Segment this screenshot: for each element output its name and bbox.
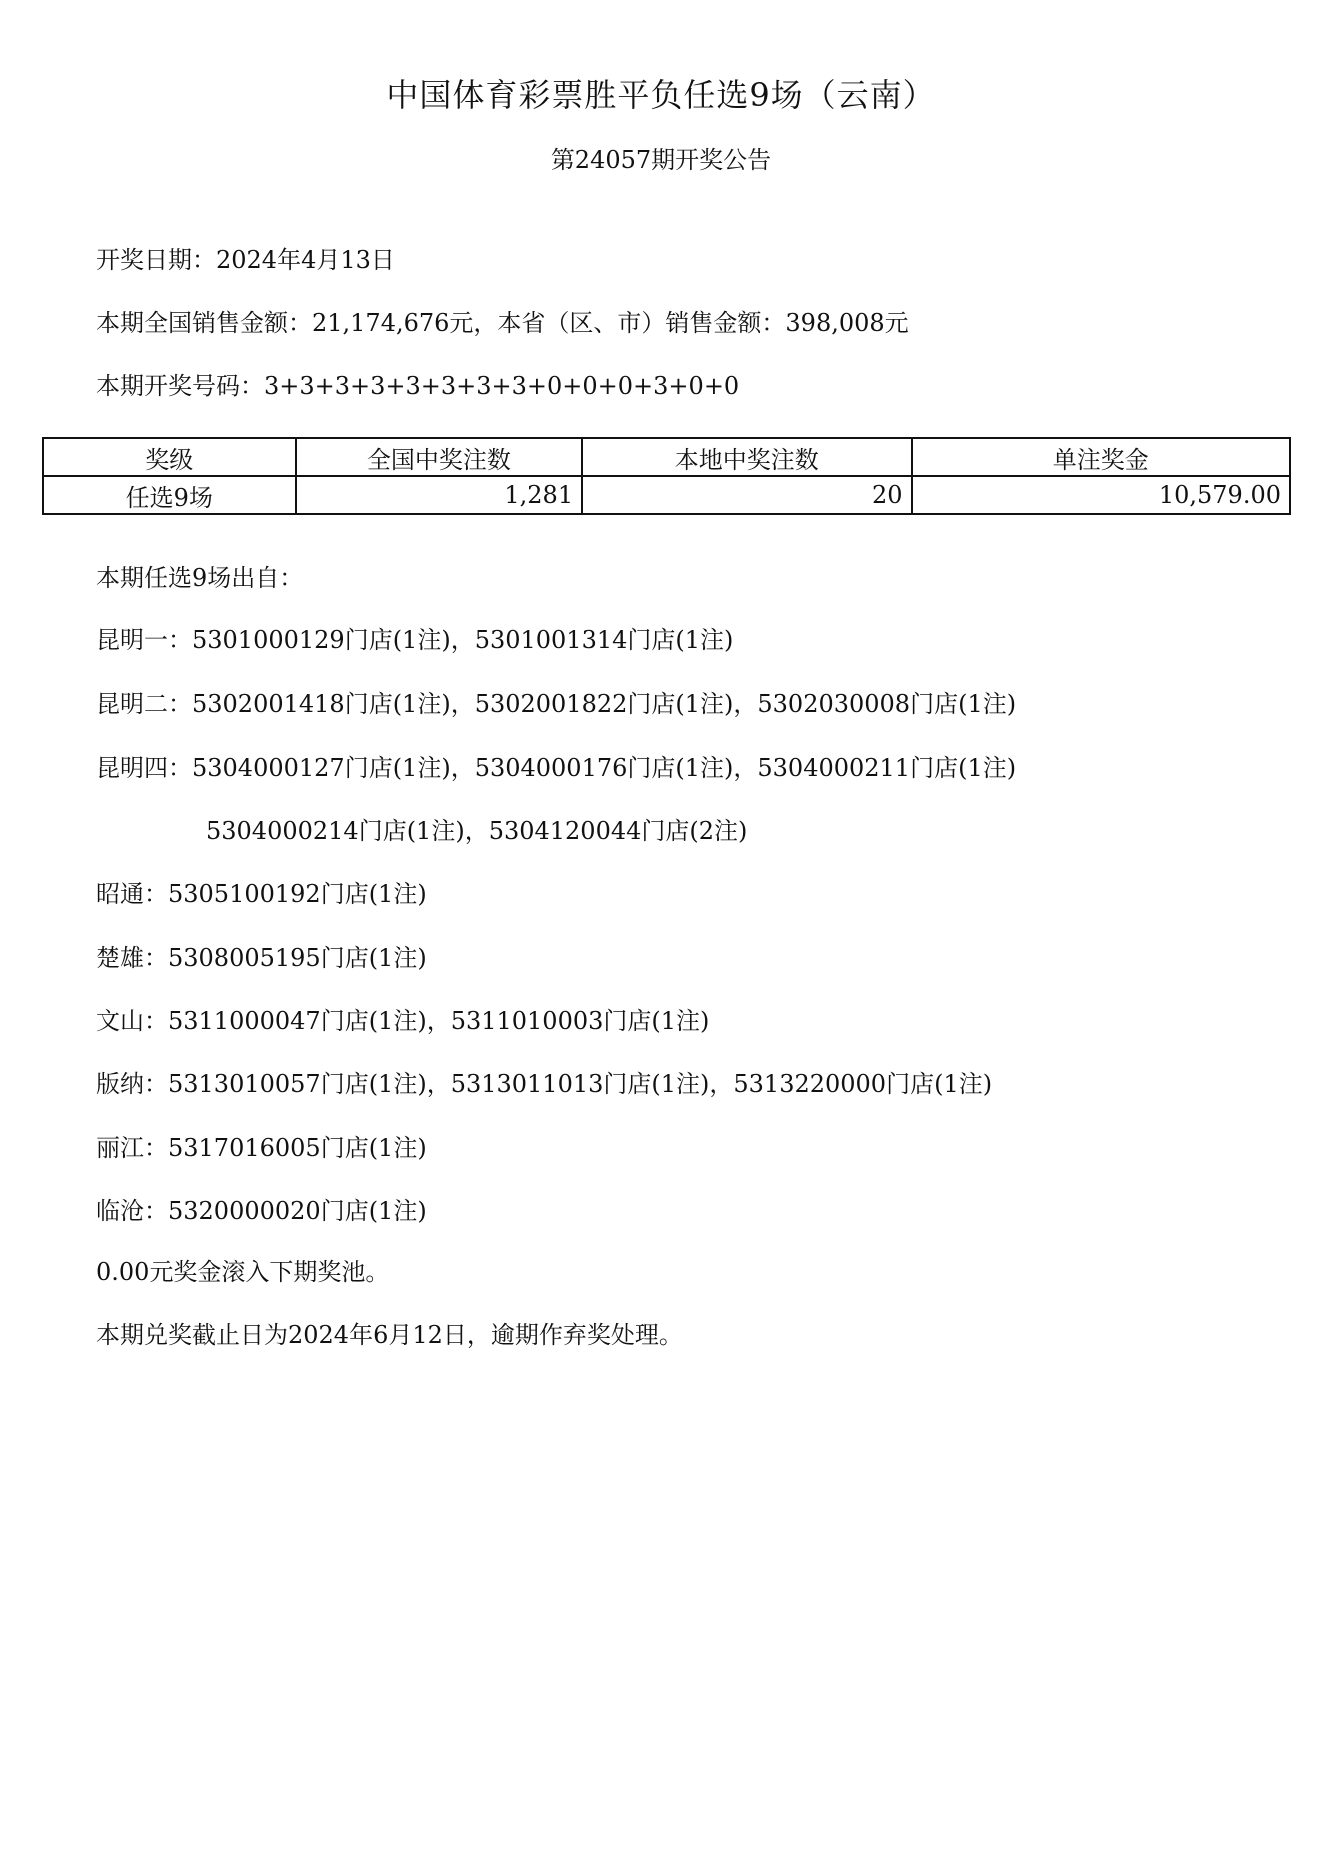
region-label: 文山：	[96, 1007, 168, 1035]
winner-line	[96, 1191, 427, 1226]
draw-date: 开奖日期：2024年4月13日	[96, 246, 395, 274]
region-label: 昆明四：	[96, 754, 192, 782]
prize-table-header-row	[43, 438, 1290, 476]
cell-prize-amount: 10,579.00	[912, 476, 1291, 514]
cell-local-winners: 20	[582, 476, 911, 514]
store-list: 5313010057门店(1注)，5313011013门店(1注)，5313220000门店(1注)	[168, 1070, 993, 1098]
winner-line-continuation	[206, 811, 747, 846]
sales-amount: 本期全国销售金额：21,174,676元，本省（区、市）销售金额：398,008元	[96, 309, 909, 337]
rollover-note: 0.00元奖金滚入下期奖池。	[96, 1258, 390, 1286]
winner-line	[96, 874, 427, 909]
store-list: 5304000214门店(1注)，5304120044门店(2注)	[206, 817, 748, 845]
winners-heading: 本期任选9场出自：	[96, 564, 304, 592]
winner-line	[96, 1001, 709, 1036]
page-title: 中国体育彩票胜平负任选9场（云南）	[386, 76, 936, 114]
winner-line	[96, 748, 1016, 783]
region-label: 临沧：	[96, 1197, 168, 1225]
store-list: 5302001418门店(1注)，5302001822门店(1注)，5302030008门店(1注)	[192, 690, 1017, 718]
region-label: 丽江：	[96, 1134, 168, 1162]
region-label: 昭通：	[96, 880, 168, 908]
header-prize-level: 奖级	[43, 438, 296, 476]
claim-deadline-note: 本期兑奖截止日为2024年6月12日，逾期作弃奖处理。	[96, 1321, 683, 1349]
store-list: 5304000127门店(1注)，5304000176门店(1注)，5304000211门店(1注)	[192, 754, 1017, 782]
winner-line	[96, 1064, 992, 1099]
header-local-winners: 本地中奖注数	[582, 438, 911, 476]
region-label: 版纳：	[96, 1070, 168, 1098]
winner-line	[96, 1128, 427, 1163]
store-list: 5311000047门店(1注)，5311010003门店(1注)	[168, 1007, 710, 1035]
table-row	[43, 476, 1290, 514]
region-label: 楚雄：	[96, 944, 168, 972]
store-list: 5320000020门店(1注)	[168, 1197, 427, 1225]
cell-national-winners: 1,281	[296, 476, 583, 514]
cell-prize-level: 任选9场	[43, 476, 296, 514]
winner-line	[96, 620, 733, 655]
store-list: 5308005195门店(1注)	[168, 944, 427, 972]
header-national-winners: 全国中奖注数	[296, 438, 583, 476]
store-list: 5301000129门店(1注)，5301001314门店(1注)	[192, 626, 734, 654]
winner-line	[96, 684, 1016, 719]
winning-numbers: 本期开奖号码：3+3+3+3+3+3+3+3+0+0+0+3+0+0	[96, 372, 740, 400]
winner-line	[96, 938, 427, 973]
store-list: 5305100192门店(1注)	[168, 880, 427, 908]
header-prize-amount: 单注奖金	[912, 438, 1291, 476]
region-label: 昆明二：	[96, 690, 192, 718]
issue-subtitle: 第24057期开奖公告	[550, 146, 772, 174]
store-list: 5317016005门店(1注)	[168, 1134, 427, 1162]
region-label: 昆明一：	[96, 626, 192, 654]
prize-table	[42, 437, 1291, 515]
